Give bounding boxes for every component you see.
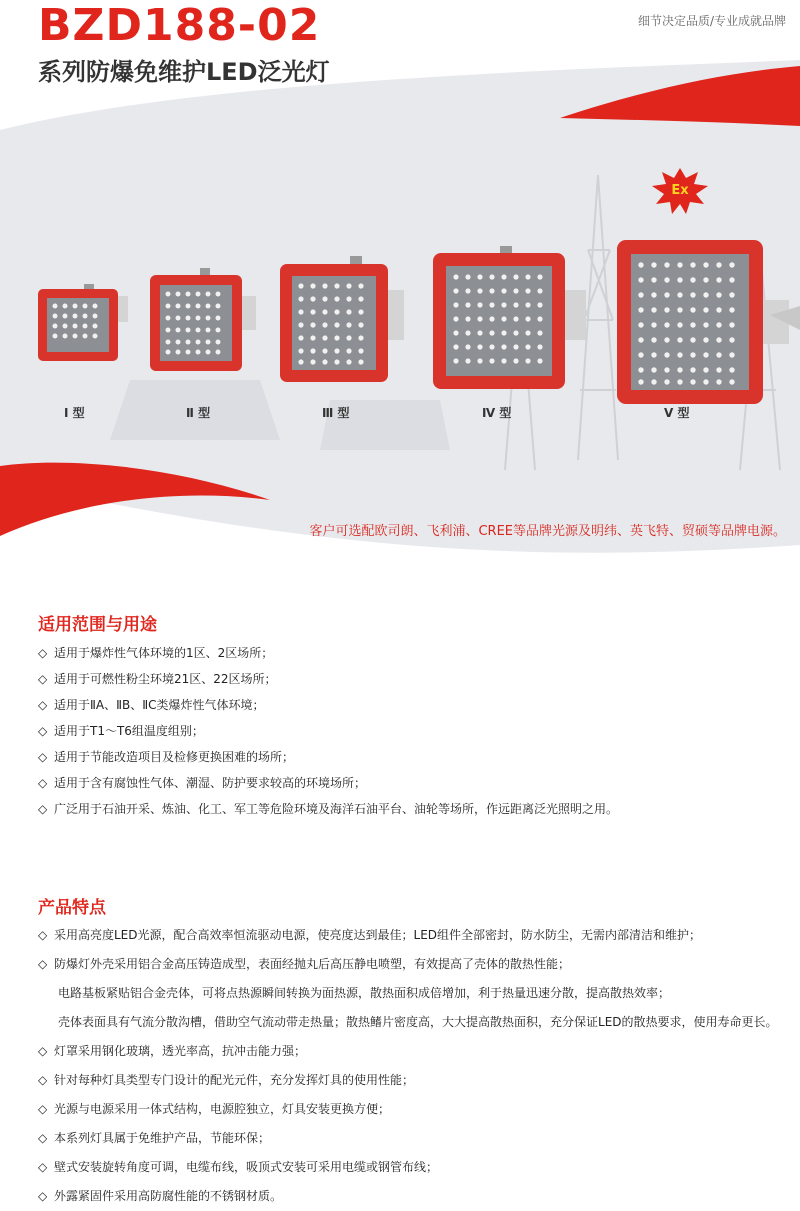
diamond-bullet-icon: ◇ — [38, 776, 48, 790]
brand-options-note: 客户可选配欧司朗、飞利浦、CREE等品牌光源及明纬、英飞特、贸硕等品牌电源。 — [309, 524, 786, 539]
list-item: ◇ 适用于可燃性粉尘环境21区、22区场所； — [38, 666, 618, 692]
lamp-label-3: Ⅲ 型 — [322, 406, 350, 420]
lamp-label-1: Ⅰ 型 — [64, 406, 85, 420]
diamond-bullet-icon: ◇ — [38, 928, 48, 942]
list-item: ◇ 针对每种灯具类型专门设计的配光元件，充分发挥灯具的使用性能； — [38, 1066, 778, 1095]
scope-list — [38, 640, 618, 822]
features-section-title: 产品特点 — [38, 898, 106, 918]
list-item: ◇ 外露紧固件采用高防腐性能的不锈钢材质。 — [38, 1182, 778, 1211]
diamond-bullet-icon: ◇ — [38, 1044, 48, 1058]
ex-mark-text: Ex — [671, 183, 689, 198]
list-item: ◇ 适用于节能改造项目及检修更换困难的场所； — [38, 744, 618, 770]
list-item: ◇ 适用于ⅡA、ⅡB、ⅡC类爆炸性气体环境； — [38, 692, 618, 718]
diamond-bullet-icon: ◇ — [38, 750, 48, 764]
diamond-bullet-icon: ◇ — [38, 672, 48, 686]
list-item: ◇ 适用于T1～T6组温度组别； — [38, 718, 618, 744]
lamp-type-1 — [38, 284, 128, 361]
list-item-continuation: 壳体表面具有气流分散沟槽，借助空气流动带走热量；散热鳍片密度高，大大提高散热面积，充分保证LED的散热要求，使用寿命更长。 — [58, 1015, 778, 1029]
list-item: ◇ 防爆灯外壳采用铝合金高压铸造成型，表面经抛丸后高压静电喷塑，有效提高了壳体的散热性能； — [38, 950, 778, 979]
list-item: ◇ 光源与电源采用一体式结构，电源腔独立，灯具安装更换方便； — [38, 1095, 778, 1124]
diamond-bullet-icon: ◇ — [38, 1189, 48, 1203]
list-item: ◇ 适用于爆炸性气体环境的1区、2区场所； — [38, 640, 618, 666]
scope-section-title: 适用范围与用途 — [38, 615, 157, 635]
diamond-bullet-icon: ◇ — [38, 1160, 48, 1174]
hero-illustration — [0, 0, 800, 580]
product-model-title: BZD188-02 — [38, 0, 321, 51]
diamond-bullet-icon: ◇ — [38, 1131, 48, 1145]
list-item: ◇ 本系列灯具属于免维护产品，节能环保； — [38, 1124, 778, 1153]
list-item: ◇ 广泛用于石油开采、炼油、化工、军工等危险环境及海洋石油平台、油轮等场所，作远距离泛光照明之用。 — [38, 796, 618, 822]
diamond-bullet-icon: ◇ — [38, 957, 48, 971]
list-item: ◇ 壁式安装旋转角度可调，电缆布线，吸顶式安装可采用电缆或钢管布线； — [38, 1153, 778, 1182]
lamp-type-2 — [150, 268, 256, 371]
features-list — [38, 921, 778, 1211]
list-item: ◇ 适用于含有腐蚀性气体、潮湿、防护要求较高的环境场所； — [38, 770, 618, 796]
diamond-bullet-icon: ◇ — [38, 1073, 48, 1087]
diamond-bullet-icon: ◇ — [38, 1102, 48, 1116]
list-item-continuation: 电路基板紧贴铝合金壳体，可将点热源瞬间转换为面热源，散热面积成倍增加，利于热量迅速分散，提高散热效率； — [58, 986, 671, 1000]
list-item: ◇ 灯罩采用钢化玻璃，透光率高，抗冲击能力强； — [38, 1037, 778, 1066]
diamond-bullet-icon: ◇ — [38, 698, 48, 712]
list-item: ◇ 采用高亮度LED光源，配合高效率恒流驱动电源，使亮度达到最佳；LED组件全部密封，防水防尘，无需内部清洁和维护； — [38, 921, 778, 950]
slogan: 细节决定品质/专业成就品牌 — [637, 14, 786, 28]
lamp-type-3 — [280, 256, 404, 382]
diamond-bullet-icon: ◇ — [38, 802, 48, 816]
diamond-bullet-icon: ◇ — [38, 646, 48, 660]
product-subtitle: 系列防爆免维护LED泛光灯 — [38, 58, 330, 86]
lamp-type-4 — [433, 246, 586, 389]
diamond-bullet-icon: ◇ — [38, 724, 48, 738]
lamp-label-2: Ⅱ 型 — [186, 406, 211, 420]
lamp-label-4: Ⅳ 型 — [482, 406, 512, 420]
lamp-label-5: Ⅴ 型 — [664, 406, 690, 420]
